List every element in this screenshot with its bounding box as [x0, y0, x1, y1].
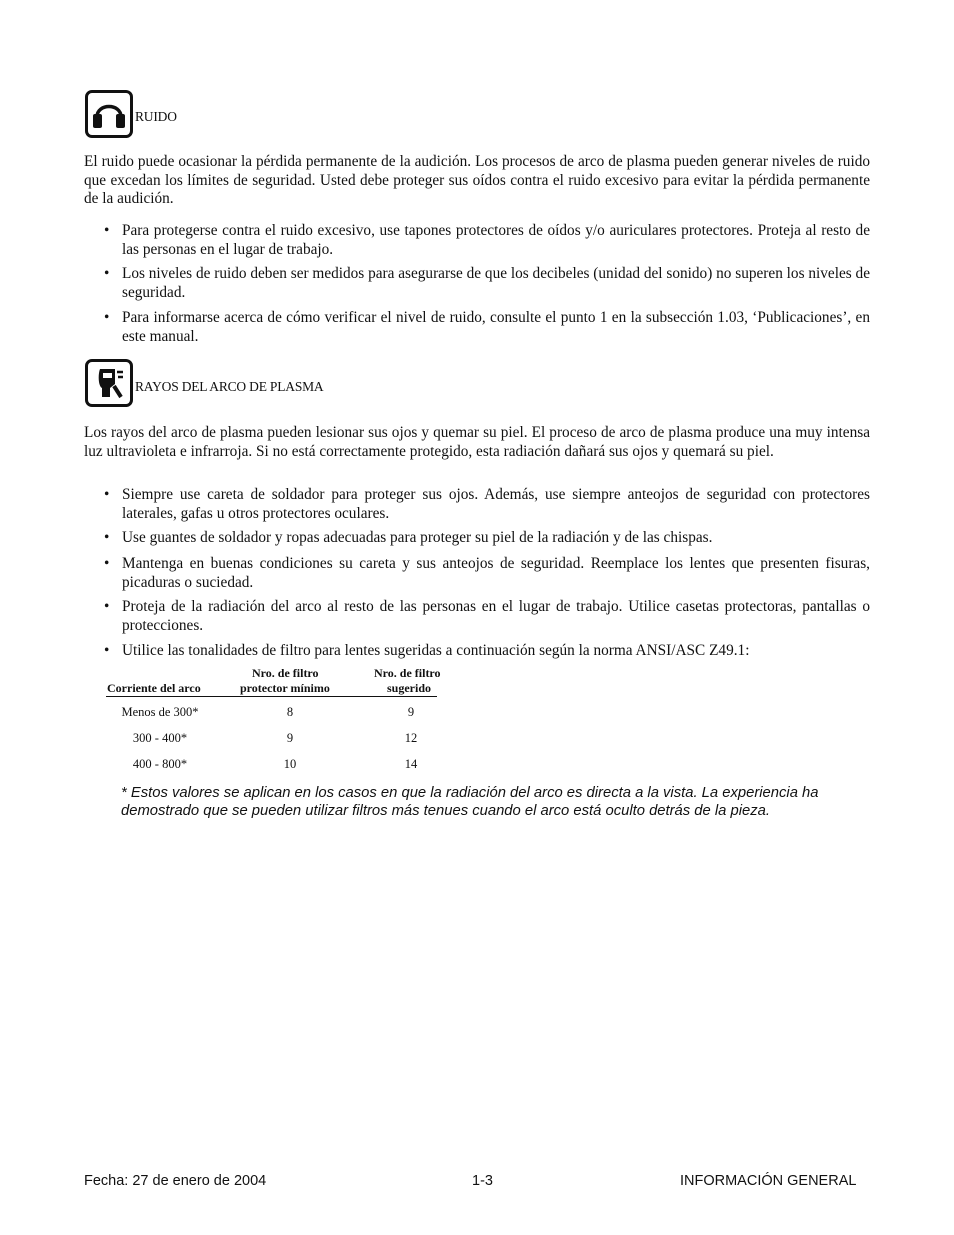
noise-section-title: RUIDO [135, 109, 177, 124]
list-item: • Mantenga en buenas condiciones su careta y sus anteojos de seguridad. Reemplace los lentes que presenten fisuras, picaduras o suciedad. [104, 555, 870, 591]
table-cell-suggested: 9 [407, 705, 415, 719]
table-cell-suggested: 14 [404, 757, 418, 771]
column-header-suggested-line1: Nro. de filtro [374, 666, 441, 680]
list-item: • Proteja de la radiación del arco al resto de las personas en el lugar de trabajo. Utilice casetas protectoras, pantallas o protecciones. [104, 598, 870, 634]
list-item: • Utilice las tonalidades de filtro para lentes sugeridas a continuación según la norma ANSI/ASC Z49.1: [104, 642, 750, 659]
table-cell-min: 8 [286, 705, 294, 719]
footer-date: Fecha: 27 de enero de 2004 [84, 1173, 267, 1189]
ear-protection-icon [85, 90, 133, 138]
list-item: • Los niveles de ruido deben ser medidos para asegurarse de que los decibeles (unidad del sonido) no superen los niveles de seguridad. [104, 265, 870, 301]
column-header-min-line2: protector mínimo [240, 681, 330, 695]
table-footnote: * Estos valores se aplican en los casos en que la radiación del arco es directa a la vista. La experiencia ha demostrado que se pueden utilizar filtros más tenues cuando el arco está oculto detrás de la pieza. [121, 785, 819, 819]
footer-page-number: 1-3 [472, 1173, 493, 1189]
list-item: • Use guantes de soldador y ropas adecuadas para proteger su piel de la radiación y de las chispas. [104, 529, 713, 546]
table-cell-suggested: 12 [404, 731, 418, 745]
column-header-suggested-line2: sugerido [387, 681, 432, 695]
column-header-current: Corriente del arco [107, 681, 201, 695]
rays-paragraph: Los rayos del arco de plasma pueden lesionar sus ojos y quemar su piel. El proceso de arco de plasma produce una muy intensa luz ultravioleta e infrarroja. Si no está correctamente protegido, esta radiación dañará sus ojos y quemará su piel. [84, 424, 870, 460]
list-item: • Para protegerse contra el ruido excesivo, use tapones protectores de oídos y/o auriculares protectores. Proteja al resto de las personas en el lugar de trabajo. [104, 222, 870, 258]
table-cell-min: 10 [283, 757, 297, 771]
table-cell-current: 300 - 400* [132, 731, 188, 745]
list-item: • Para informarse acerca de cómo verificar el nivel de ruido, consulte el punto 1 en la subsección 1.03, ‘Publicaciones’, en este manual. [104, 309, 870, 345]
face-shield-icon [85, 359, 133, 407]
table-cell-min: 9 [286, 731, 294, 745]
rays-section-title: RAYOS DEL ARCO DE PLASMA [135, 379, 324, 394]
table-header-rule [106, 696, 437, 697]
column-header-min-line1: Nro. de filtro [252, 666, 319, 680]
table-cell-current: Menos de 300* [121, 705, 199, 719]
noise-paragraph: El ruido puede ocasionar la pérdida permanente de la audición. Los procesos de arco de plasma pueden generar niveles de ruido que excedan los límites de seguridad. Usted debe proteger sus oídos contra el ruido excesivo para evitar la pérdida permanente de la audición. [84, 153, 870, 208]
footer-section-name: INFORMACIÓN GENERAL [680, 1173, 857, 1189]
table-cell-current: 400 - 800* [132, 757, 188, 771]
list-item: • Siempre use careta de soldador para proteger sus ojos. Además, use siempre anteojos de seguridad con protectores laterales, gafas u otros protectores oculares. [104, 486, 870, 522]
